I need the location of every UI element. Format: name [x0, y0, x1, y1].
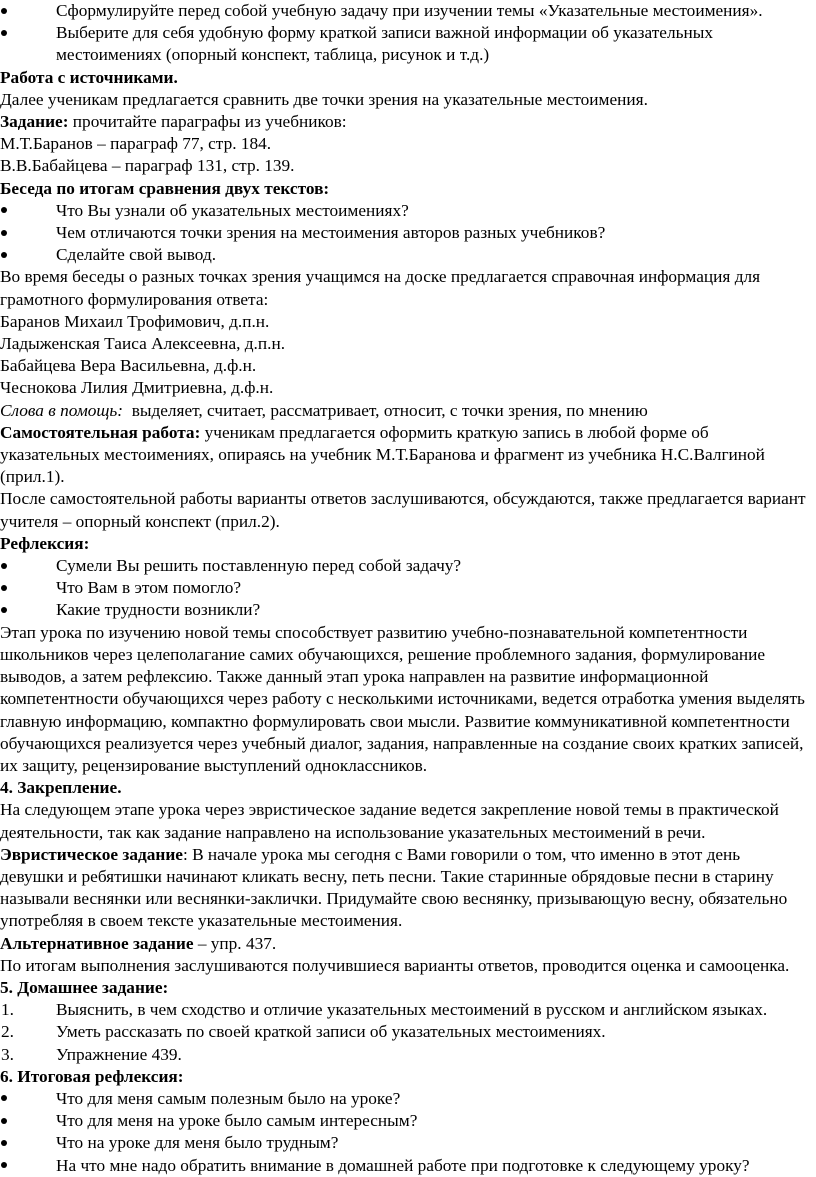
reflection-question [0, 555, 808, 577]
author-line: Ладыженская Таиса Алексеевна, д.п.н. [0, 334, 286, 354]
homework-number: 3. [1, 1044, 14, 1064]
reflection-heading: Рефлексия: [0, 533, 90, 553]
bullet-marker [0, 577, 56, 599]
bullet-marker [0, 222, 56, 244]
consolidation-heading: 4. Закрепление. [0, 778, 122, 798]
intro-bullet [0, 22, 808, 66]
task-label: Задание: [0, 112, 69, 132]
bullet-marker [0, 244, 56, 266]
bullet-marker [0, 1110, 56, 1132]
sources-intro: Далее ученикам предлагается сравнить две точки зрения на указательные местоимения. [0, 89, 648, 109]
heuristic-label: Эвристическое задание [0, 844, 183, 864]
discussion-heading: Беседа по итогам сравнения двух текстов: [0, 178, 330, 198]
consolidation-text: На следующем этапе урока через эвристическое задание ведется закрепление новой темы в практической деятельности, так как задание направлено на использование указательных местоимений в речи. [0, 800, 779, 842]
author-line: Бабайцева Вера Васильевна, д.ф.н. [0, 356, 257, 376]
reflection-question [0, 599, 808, 621]
independent-label: Самостоятельная работа: [0, 422, 201, 442]
homework-item [0, 999, 808, 1021]
alt-label: Альтернативное задание [0, 933, 194, 953]
bullet-marker [0, 1132, 56, 1154]
question-text: Что на уроке для меня было трудным? [56, 1133, 339, 1153]
bullet-marker [0, 1155, 56, 1177]
help-words-line [0, 400, 808, 422]
final-reflection-heading: 6. Итоговая рефлексия: [0, 1066, 184, 1086]
homework-text: Выяснить, в чем сходство и отличие указательных местоимений в русском и английском языках. [56, 1000, 768, 1020]
question-text: Сделайте свой вывод. [56, 245, 217, 265]
final-question [0, 1132, 808, 1154]
homework-item [0, 1044, 808, 1066]
homework-number: 2. [1, 1022, 14, 1042]
alt-task [0, 933, 808, 955]
question-text: Сумели Вы решить поставленную перед собой задачу? [56, 556, 462, 576]
reflection-summary: Этап урока по изучению новой темы способствует развитию учебно-познавательной компетентности школьников через целеполагание самих обучающихся, решение проблемного задания, формулирование выводов, а затем рефлексию. Также данный этап урока направлен на развитие информационной компетентности обучающихся через работу с несколькими источниками, ведется отработка умения выделять главную информацию, компактно формулировать свои мысли. Развитие коммуникативной компетентности обучающихся реализуется через учебный диалог, задания, направленные на создание своих кратких записей, их защиту, рецензирование выступлений одноклассников. [0, 622, 805, 775]
homework-item [0, 1021, 808, 1043]
heuristic-text: : В начале урока мы сегодня с Вами говорили о том, что именно в этот день девушки и ребятишки начинают кликать весну, петь песни. Такие старинные обрядовые песни в старину называли веснянки или веснянки-заклички. Придумайте свою веснянку, призывающую весну, обязательно употребляя в своем тексте указательные местоимения. [0, 844, 788, 931]
task-text: прочитайте параграфы из учебников: [68, 112, 347, 132]
help-label: Слова в помощь: [0, 400, 124, 420]
question-text: На что мне надо обратить внимание в домашней работе при подготовке к следующему уроку? [56, 1155, 750, 1175]
bullet-marker [0, 555, 56, 577]
alt-text: – упр. 437. [193, 933, 277, 953]
intro-bullet-text: Выберите для себя удобную форму краткой записи важной информации об указательных местоимениях (опорный конспект, таблица, рисунок и т.д.) [56, 23, 713, 65]
author-line: Чеснокова Лилия Дмитриевна, д.ф.н. [0, 378, 274, 398]
discussion-question [0, 222, 808, 244]
question-text: Чем отличаются точки зрения на местоимения авторов разных учебников? [56, 223, 606, 243]
intro-bullet [0, 0, 808, 22]
bullet-marker [0, 200, 56, 222]
question-text: Что Вам в этом помогло? [56, 578, 242, 598]
question-text: Что Вы узнали об указательных местоимениях? [56, 200, 409, 220]
final-question [0, 1088, 808, 1110]
heuristic-task [0, 844, 808, 933]
independent-work [0, 422, 808, 489]
bullet-marker [0, 1088, 56, 1110]
final-question [0, 1110, 808, 1132]
source-ref: В.В.Бабайцева – параграф 131, стр. 139. [0, 156, 295, 176]
question-text: Какие трудности возникли? [56, 600, 261, 620]
homework-heading: 5. Домашнее задание: [0, 977, 169, 997]
consolidation-result: По итогам выполнения заслушиваются получившиеся варианты ответов, проводится оценка и самооценка. [0, 955, 790, 975]
question-text: Что для меня самым полезным было на уроке? [56, 1088, 401, 1108]
intro-bullet-text: Сформулируйте перед собой учебную задачу при изучении темы «Указательные местоимения». [56, 1, 763, 20]
discussion-question [0, 244, 808, 266]
help-text: выделяет, считает, рассматривает, относит, с точки зрения, по мнению [123, 400, 648, 420]
question-text: Что для меня на уроке было самым интересным? [56, 1111, 418, 1131]
final-question [0, 1155, 808, 1177]
bullet-marker [0, 0, 56, 22]
homework-number: 1. [1, 1000, 14, 1020]
source-ref: М.Т.Баранов – параграф 77, стр. 184. [0, 134, 272, 154]
author-line: Баранов Михаил Трофимович, д.п.н. [0, 311, 270, 331]
bullet-marker [0, 22, 56, 66]
independent-text: ученикам предлагается оформить краткую запись в любой форме об указательных местоимениях, опираясь на учебник М.Т.Баранова и фрагмент из учебника Н.С.Валгиной (прил.1). [0, 422, 765, 487]
bullet-marker [0, 599, 56, 621]
homework-text: Упражнение 439. [56, 1044, 182, 1064]
homework-text: Уметь рассказать по своей краткой записи об указательных местоимениях. [56, 1022, 606, 1042]
sources-heading: Работа с источниками. [0, 67, 178, 87]
reflection-question [0, 577, 808, 599]
discussion-question [0, 200, 808, 222]
discussion-note: Во время беседы о разных точках зрения учащимся на доске предлагается справочная информация для грамотного формулирования ответа: [0, 267, 761, 309]
task-line [0, 111, 808, 133]
independent-after: После самостоятельной работы варианты ответов заслушиваются, обсуждаются, также предлагается вариант учителя – опорный конспект (прил.2). [0, 489, 806, 531]
